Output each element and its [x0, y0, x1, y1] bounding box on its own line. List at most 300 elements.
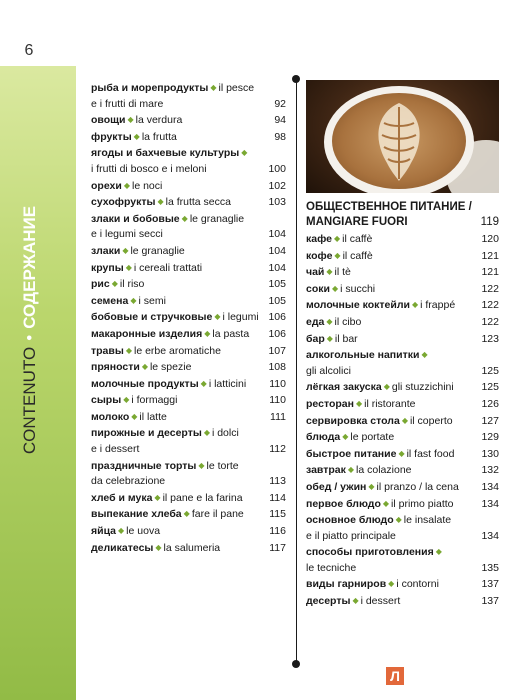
page-ref: 110: [269, 377, 286, 390]
toc-entry: [91, 409, 286, 426]
bullet-icon: ◆: [326, 333, 333, 343]
page-ref: 129: [481, 431, 499, 444]
page-ref: 104: [268, 261, 286, 274]
italian-term: i dolci: [211, 427, 239, 440]
italian-term: da celebrazione: [91, 475, 166, 488]
italian-term: le portate: [350, 431, 395, 444]
toc-entry: [306, 576, 499, 593]
toc-entry: [91, 276, 286, 293]
italian-term: il pane e la farina: [162, 491, 243, 504]
russian-term: завтрак: [306, 464, 346, 477]
section-title-separator: •: [20, 334, 39, 341]
toc-entry-text: [91, 392, 262, 409]
toc-entry: [91, 211, 286, 228]
russian-term: макаронные изделия: [91, 327, 203, 340]
italian-term: il pranzo / la cena: [376, 480, 459, 493]
toc-entry-text: [91, 506, 262, 523]
page-ref: 134: [481, 480, 499, 493]
toc-entry: [91, 326, 286, 343]
toc-entry: [91, 506, 286, 523]
russian-term: злаки и бобовые: [91, 212, 180, 225]
russian-term: кофе: [306, 249, 333, 262]
italian-term: le granaglie: [130, 244, 185, 257]
page-ref: 126: [481, 397, 499, 410]
toc-entry: [91, 392, 286, 409]
italian-term: le noci: [131, 179, 163, 192]
bullet-icon: ◆: [342, 432, 349, 442]
russian-term: соки: [306, 282, 330, 295]
italian-term: il ristorante: [364, 397, 416, 410]
toc-entry: [91, 425, 286, 442]
russian-term: бобовые и стручковые: [91, 311, 213, 324]
italian-term: i formaggi: [131, 394, 178, 407]
toc-entry: [91, 227, 286, 243]
bullet-icon: ◆: [198, 460, 205, 470]
italian-term: le erbe aromatiche: [133, 344, 221, 357]
page-ref: 106: [268, 327, 286, 340]
toc-entry-text: [91, 260, 262, 277]
italian-term: le insalate: [403, 514, 452, 527]
italian-term: i contorni: [396, 578, 439, 591]
russian-term: орехи: [91, 179, 122, 192]
toc-entry: [306, 231, 499, 248]
page-ref: 121: [481, 266, 499, 279]
italian-term: gli alcolici: [306, 364, 351, 377]
toc-entry-text: [91, 211, 262, 228]
italian-term: il fast food: [406, 447, 455, 460]
bullet-icon: ◆: [141, 362, 148, 372]
toc-entry-text: [91, 359, 262, 376]
italian-term: la colazione: [356, 464, 412, 477]
page-ref: 94: [274, 114, 286, 127]
russian-term: рис: [91, 278, 110, 291]
toc-entry: [306, 561, 499, 577]
italian-term: la pasta: [212, 327, 250, 340]
toc-entry-text: [91, 129, 262, 146]
russian-term: способы приготовления: [306, 546, 434, 559]
russian-term: молоко: [91, 410, 130, 423]
bullet-icon: ◆: [122, 245, 129, 255]
latte-art-shape: [332, 93, 466, 189]
toc-entry: [306, 479, 499, 496]
toc-entry: [306, 364, 499, 380]
divider-bottom-dot: [292, 660, 300, 668]
column-divider: [296, 79, 297, 664]
bullet-icon: ◆: [435, 547, 442, 557]
page-ref: 108: [268, 361, 286, 374]
bullet-icon: ◆: [157, 197, 164, 207]
toc-entry: [91, 243, 286, 260]
toc-entry-text: [306, 446, 475, 463]
italian-term: il riso: [119, 278, 145, 291]
bullet-icon: ◆: [326, 267, 333, 277]
toc-entry-text: [91, 145, 262, 162]
bullet-icon: ◆: [123, 395, 130, 405]
italian-term: e il piatto principale: [306, 529, 396, 542]
page-ref: 110: [269, 394, 286, 407]
italian-term: i latticini: [208, 377, 247, 390]
bullet-icon: ◆: [383, 382, 390, 392]
italian-term: i semi: [138, 294, 166, 307]
russian-term: чай: [306, 266, 325, 279]
toc-entry-text: [306, 413, 475, 430]
toc-entry-text: [306, 512, 475, 529]
russian-term: рыба и морепродукты: [91, 82, 209, 94]
bullet-icon: ◆: [333, 234, 341, 243]
toc-entry: [91, 97, 286, 113]
toc-entry: [91, 162, 286, 178]
toc-entry: [306, 396, 499, 413]
toc-entry-text: [91, 243, 262, 260]
toc-entry-text: [91, 540, 262, 557]
toc-entry-text: [306, 248, 475, 265]
bullet-icon: ◆: [123, 180, 130, 190]
russian-term: ресторан: [306, 397, 354, 410]
bullet-icon: ◆: [130, 295, 137, 305]
russian-term: семена: [91, 294, 129, 307]
bullet-icon: ◆: [214, 312, 221, 322]
bullet-icon: ◆: [125, 262, 132, 272]
toc-entry: [91, 359, 286, 376]
page-ref: 134: [481, 497, 499, 510]
toc-entry-text: [306, 364, 475, 380]
italian-term: il primo piatto: [391, 497, 454, 510]
toc-entry: [306, 297, 499, 314]
toc-entry-text: [91, 376, 262, 393]
russian-term: основное блюдо: [306, 514, 394, 527]
page-ref: 112: [269, 443, 286, 456]
italian-term: il caffè: [342, 233, 373, 245]
italian-term: i dessert: [360, 595, 401, 608]
italian-term: il latte: [139, 410, 167, 423]
bullet-icon: ◆: [398, 448, 405, 458]
italian-term: la salumeria: [163, 541, 221, 554]
russian-term: деликатесы: [91, 541, 154, 554]
bullet-icon: ◆: [131, 411, 138, 421]
italian-term: le granaglie: [189, 212, 245, 225]
section-heading: [306, 200, 499, 230]
toc-entry-text: [306, 396, 475, 413]
toc-entry: [91, 178, 286, 195]
toc-entry-text: [91, 409, 262, 426]
russian-term: сыры: [91, 394, 122, 407]
toc-entry-text: [306, 429, 475, 446]
toc-entry-text: [91, 276, 262, 293]
toc-entry: [306, 429, 499, 446]
toc-entry: [91, 112, 286, 129]
section-title-russian: СОДЕРЖАНИЕ: [20, 205, 39, 329]
page-ref: 122: [481, 282, 499, 295]
russian-term: лёгкая закуска: [306, 381, 382, 394]
page-ref: 122: [481, 299, 499, 312]
italian-term: i frutti di bosco e i meloni: [91, 162, 207, 175]
toc-entry-text: [306, 231, 475, 248]
page-ref: 102: [268, 179, 286, 192]
toc-entry-text: [306, 479, 475, 496]
page-ref: 92: [274, 97, 286, 110]
russian-term: яйца: [91, 525, 117, 538]
toc-entry: [91, 442, 286, 458]
toc-left-column: [91, 80, 286, 556]
toc-entry-text: [91, 442, 262, 458]
toc-entry-text: [91, 425, 262, 442]
page-ref: 106: [268, 311, 286, 324]
toc-entry: [306, 544, 499, 561]
page-ref: 123: [481, 332, 499, 345]
bullet-icon: ◆: [155, 542, 162, 552]
russian-term: крупы: [91, 261, 124, 274]
russian-term: десерты: [306, 595, 351, 608]
italian-term: e i dessert: [91, 443, 140, 456]
toc-entry: [91, 145, 286, 162]
section-title-italian: CONTENUTO: [20, 346, 39, 455]
italian-term: il tè: [334, 266, 351, 279]
bullet-icon: ◆: [368, 481, 375, 491]
bullet-icon: ◆: [241, 148, 248, 158]
bullet-icon: ◆: [181, 213, 188, 223]
toc-entry-text: [91, 97, 262, 113]
page-ref: 137: [481, 578, 499, 591]
toc-entry: [306, 446, 499, 463]
page-ref: 132: [481, 464, 499, 477]
russian-term: молочные продукты: [91, 377, 199, 390]
bullet-icon: ◆: [118, 526, 125, 536]
toc-entry-text: [91, 343, 262, 360]
toc-right-list: [306, 231, 499, 610]
toc-entry-text: [306, 544, 475, 561]
bullet-icon: ◆: [355, 398, 363, 408]
publisher-logo-icon: Л: [386, 667, 404, 685]
page-ref: 120: [481, 233, 499, 245]
toc-entry-text: [91, 326, 262, 343]
latte-art-icon: [332, 93, 466, 189]
toc-entry-text: [91, 162, 262, 178]
toc-entry: [306, 512, 499, 529]
toc-entry-text: [91, 227, 262, 243]
page-ref: 135: [481, 561, 499, 574]
bullet-icon: ◆: [210, 83, 217, 92]
toc-entry: [306, 529, 499, 545]
italian-term: la verdura: [135, 114, 183, 127]
toc-entry-text: [306, 331, 475, 348]
italian-term: i cereali trattati: [133, 261, 203, 274]
page-ref: 127: [481, 414, 499, 427]
section-heading-line1: ОБЩЕСТВЕННОЕ ПИТАНИЕ /: [306, 201, 472, 213]
page-ref: 104: [268, 228, 286, 241]
toc-entry-text: [91, 112, 262, 129]
page-ref: 117: [269, 541, 286, 554]
russian-term: обед / ужин: [306, 480, 367, 493]
toc-entry: [91, 343, 286, 360]
russian-term: злаки: [91, 244, 121, 257]
toc-entry: [91, 129, 286, 146]
toc-entry-text: [91, 178, 262, 195]
toc-entry-text: [91, 474, 262, 490]
toc-entry-text: [306, 297, 475, 314]
page-ref: 115: [269, 508, 286, 521]
bullet-icon: ◆: [125, 345, 132, 355]
russian-term: блюда: [306, 431, 341, 444]
toc-entry: [306, 379, 499, 396]
page-ref: 125: [481, 381, 499, 394]
page-ref: 103: [268, 196, 286, 209]
russian-term: праздничные торты: [91, 459, 197, 472]
toc-entry: [306, 248, 499, 265]
russian-term: быстрое питание: [306, 447, 397, 460]
page-ref: 121: [481, 249, 499, 262]
section-heading-line2-row: [306, 215, 499, 230]
page-ref: 130: [481, 447, 499, 460]
italian-term: le torte: [206, 459, 239, 472]
toc-entry-text: [306, 314, 475, 331]
italian-term: il coperto: [409, 414, 453, 427]
page-number: 6: [24, 42, 34, 59]
bullet-icon: ◆: [411, 300, 419, 310]
russian-term: фрукты: [91, 130, 132, 143]
bullet-icon: ◆: [111, 279, 118, 289]
italian-term: il cibo: [334, 315, 362, 328]
italian-term: le uova: [126, 525, 161, 538]
toc-entry-text: [306, 561, 475, 577]
italian-term: la frutta secca: [165, 196, 231, 209]
russian-term: кафе: [306, 233, 332, 245]
toc-entry-text: [91, 80, 262, 97]
toc-entry: [306, 496, 499, 513]
russian-term: сухофрукты: [91, 196, 156, 209]
toc-entry: [306, 347, 499, 364]
page-ref: 104: [268, 244, 286, 257]
toc-entry-text: [306, 496, 475, 513]
bullet-icon: ◆: [127, 115, 134, 125]
section-heading-line2: MANGIARE FUORI: [306, 216, 408, 228]
bullet-icon: ◆: [331, 283, 339, 293]
page-ref: 137: [481, 595, 499, 608]
bullet-icon: ◆: [421, 350, 428, 360]
bullet-icon: ◆: [395, 515, 402, 525]
russian-term: пирожные и десерты: [91, 427, 202, 440]
bullet-icon: ◆: [334, 250, 341, 260]
toc-entry-text: [91, 523, 262, 540]
toc-entry-text: [91, 194, 262, 211]
toc-entry: [91, 293, 286, 310]
toc-entry: [306, 314, 499, 331]
bullet-icon: ◆: [388, 579, 395, 589]
toc-entry-text: [306, 347, 475, 364]
toc-entry: [306, 462, 499, 479]
page-ref: 107: [268, 344, 286, 357]
toc-entry: [91, 309, 286, 326]
russian-term: алкогольные напитки: [306, 349, 420, 362]
bullet-icon: ◆: [401, 415, 408, 425]
italian-term: i legumi: [222, 311, 259, 324]
page-ref: 113: [269, 475, 286, 488]
bullet-icon: ◆: [347, 465, 355, 475]
toc-entry: [306, 413, 499, 430]
bullet-icon: ◆: [200, 378, 207, 388]
italian-term: i frappé: [420, 299, 456, 312]
toc-entry: [91, 260, 286, 277]
italian-term: le tecniche: [306, 561, 357, 574]
italian-term: e i frutti di mare: [91, 97, 164, 110]
toc-entry: [306, 331, 499, 348]
russian-term: молочные коктейли: [306, 299, 410, 312]
russian-term: бар: [306, 332, 325, 345]
toc-right-column: [306, 200, 499, 610]
russian-term: еда: [306, 315, 325, 328]
bullet-icon: ◆: [203, 428, 210, 438]
russian-term: травы: [91, 344, 124, 357]
page-ref: 100: [268, 162, 286, 175]
page-ref: 98: [274, 130, 286, 143]
section-heading-page: 119: [480, 216, 499, 228]
italian-term: la frutta: [141, 130, 177, 143]
italian-term: i succhi: [340, 282, 376, 295]
toc-entry: [91, 490, 286, 507]
page-ref: 105: [268, 294, 286, 307]
page-ref: 125: [481, 364, 499, 377]
russian-term: ягоды и бахчевые культуры: [91, 147, 240, 160]
page-ref: 122: [481, 315, 499, 328]
russian-term: виды гарниров: [306, 578, 387, 591]
toc-entry-text: [306, 379, 475, 396]
russian-term: овощи: [91, 114, 126, 127]
italian-term: il pesce: [218, 82, 255, 94]
italian-term: fare il pane: [191, 508, 244, 521]
italian-term: le spezie: [149, 361, 192, 374]
toc-entry-text: [306, 264, 475, 281]
toc-entry: [91, 540, 286, 557]
bullet-icon: ◆: [133, 131, 140, 141]
toc-entry: [91, 474, 286, 490]
toc-entry: [91, 80, 286, 97]
cappuccino-photo: [306, 80, 499, 193]
bullet-icon: ◆: [154, 492, 161, 502]
toc-entry: [91, 194, 286, 211]
toc-entry-text: [306, 529, 475, 545]
russian-term: пряности: [91, 361, 140, 374]
toc-entry-text: [91, 293, 262, 310]
page-ref: 111: [270, 410, 286, 423]
page-ref: 134: [481, 529, 499, 542]
toc-entry-text: [91, 490, 262, 507]
toc-entry-text: [306, 462, 475, 479]
italian-term: gli stuzzichini: [391, 381, 454, 394]
italian-term: il bar: [334, 332, 358, 345]
toc-entry: [306, 593, 499, 610]
toc-entry-text: [306, 281, 475, 298]
page-ref: 105: [268, 278, 286, 291]
bullet-icon: ◆: [326, 316, 333, 326]
page-ref: 116: [269, 525, 286, 538]
page-ref: 114: [269, 491, 286, 504]
toc-entry-text: [306, 576, 475, 593]
toc-entry: [306, 264, 499, 281]
toc-entry-text: [91, 458, 262, 475]
toc-entry: [91, 458, 286, 475]
bullet-icon: ◆: [183, 509, 190, 519]
toc-entry-text: [91, 309, 262, 326]
russian-term: хлеб и мука: [91, 491, 153, 504]
italian-term: e i legumi secci: [91, 228, 163, 241]
toc-entry: [91, 523, 286, 540]
bullet-icon: ◆: [352, 596, 359, 606]
toc-entry: [91, 376, 286, 393]
bullet-icon: ◆: [382, 498, 390, 508]
bullet-icon: ◆: [204, 328, 211, 338]
italian-term: il caffè: [342, 249, 373, 262]
toc-entry-text: [306, 593, 475, 610]
russian-term: сервировка стола: [306, 414, 400, 427]
